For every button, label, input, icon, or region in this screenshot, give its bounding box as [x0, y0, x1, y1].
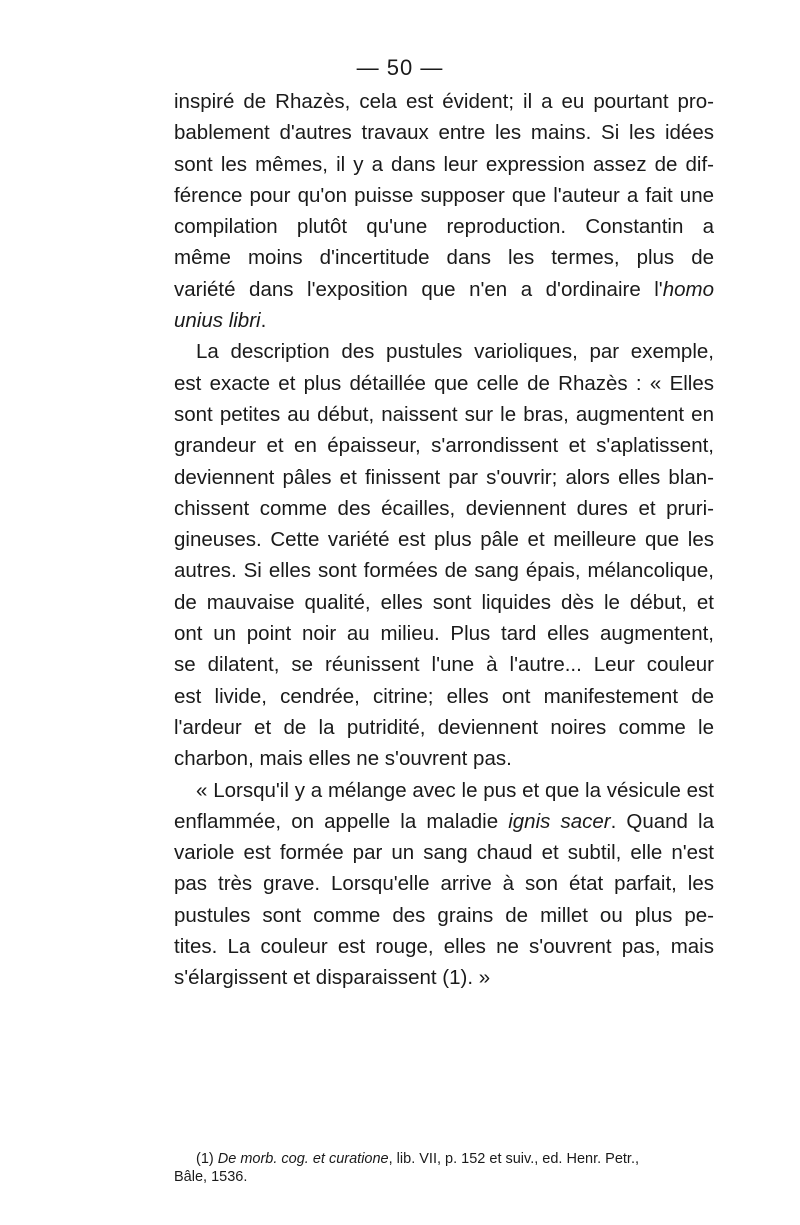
text-line: autres. Si elles sont formées de sang épais, mélancolique, [174, 559, 714, 583]
page-number: — 50 — [356, 55, 444, 80]
text-line: s'élargissent et disparaissent (1). » [174, 966, 491, 990]
footnote-marker: (1) [196, 1151, 218, 1167]
text-line [174, 305, 714, 336]
text-line [174, 274, 714, 305]
footnote-text: , lib. VII, p. 152 et suiv., ed. Henr. Petr., [388, 1151, 640, 1167]
text-line: l'ardeur et de la putridité, deviennent noires comme le [174, 715, 714, 739]
text-line: sont petites au début, naissent sur le bras, augmentent en [174, 402, 714, 426]
text-line: bablement d'autres travaux entre les mains. Si les idées [174, 121, 714, 145]
italic-text: homo [662, 277, 714, 301]
italic-text: ignis sacer [508, 809, 611, 833]
text-segment: . [260, 309, 267, 333]
text-line [174, 806, 714, 837]
text-line: pustules sont comme des grains de millet ou plus pe- [174, 903, 714, 927]
text-line: tites. La couleur est rouge, elles ne s'ouvrent pas, mais [174, 935, 714, 959]
text-line: charbon, mais elles ne s'ouvrent pas. [174, 747, 512, 771]
footnote-line: Bâle, 1536. [174, 1169, 248, 1185]
text-line: ont un point noir au milieu. Plus tard elles augmentent, [174, 622, 714, 646]
text-line: grandeur et en épaisseur, s'arrondissent et s'aplatissent, [174, 434, 714, 458]
text-line: est livide, cendrée, citrine; elles ont manifestement de [174, 684, 714, 708]
text-line: inspiré de Rhazès, cela est évident; il a eu pourtant pro- [174, 90, 714, 113]
text-line: férence pour qu'on puisse supposer que l'auteur a fait une [174, 183, 714, 207]
text-line: de mauvaise qualité, elles sont liquides dès le début, et [174, 590, 714, 614]
text-line: est exacte et plus détaillée que celle de Rhazès : « Elles [174, 371, 714, 395]
text-line: même moins d'incertitude dans les termes, plus de [174, 246, 714, 270]
text-line: gineuses. Cette variété est plus pâle et meilleure que les [174, 528, 714, 552]
text-line: sont les mêmes, il y a dans leur expression assez de dif- [174, 152, 714, 176]
footnote [174, 1150, 714, 1186]
italic-text: unius libri [174, 309, 261, 333]
paragraph-start: « Lorsqu'il y a mélange avec le pus et que la vésicule est [196, 778, 714, 802]
text-segment: . Quand la [610, 809, 714, 833]
text-line: pas très grave. Lorsqu'elle arrive à son état parfait, les [174, 872, 714, 896]
paragraph-start: La description des pustules varioliques, par exemple, [196, 340, 714, 364]
text-line: se dilatent, se réunissent l'une à l'autre... Leur couleur [174, 653, 714, 677]
text-line: deviennent pâles et finissent par s'ouvrir; alors elles blan- [174, 465, 714, 489]
footnote-title: De morb. cog. et curatione [217, 1151, 389, 1167]
footnote-line [174, 1150, 714, 1168]
text-line: compilation plutôt qu'une reproduction. Constantin a [174, 215, 714, 239]
body-text [174, 86, 714, 994]
text-line: chissent comme des écailles, deviennent dures et pruri- [174, 496, 714, 520]
text-segment: variété dans l'exposition que n'en a d'ordinaire l' [174, 277, 663, 301]
text-segment: enflammée, on appelle la maladie [174, 809, 509, 833]
text-line: variole est formée par un sang chaud et subtil, elle n'est [174, 841, 714, 865]
